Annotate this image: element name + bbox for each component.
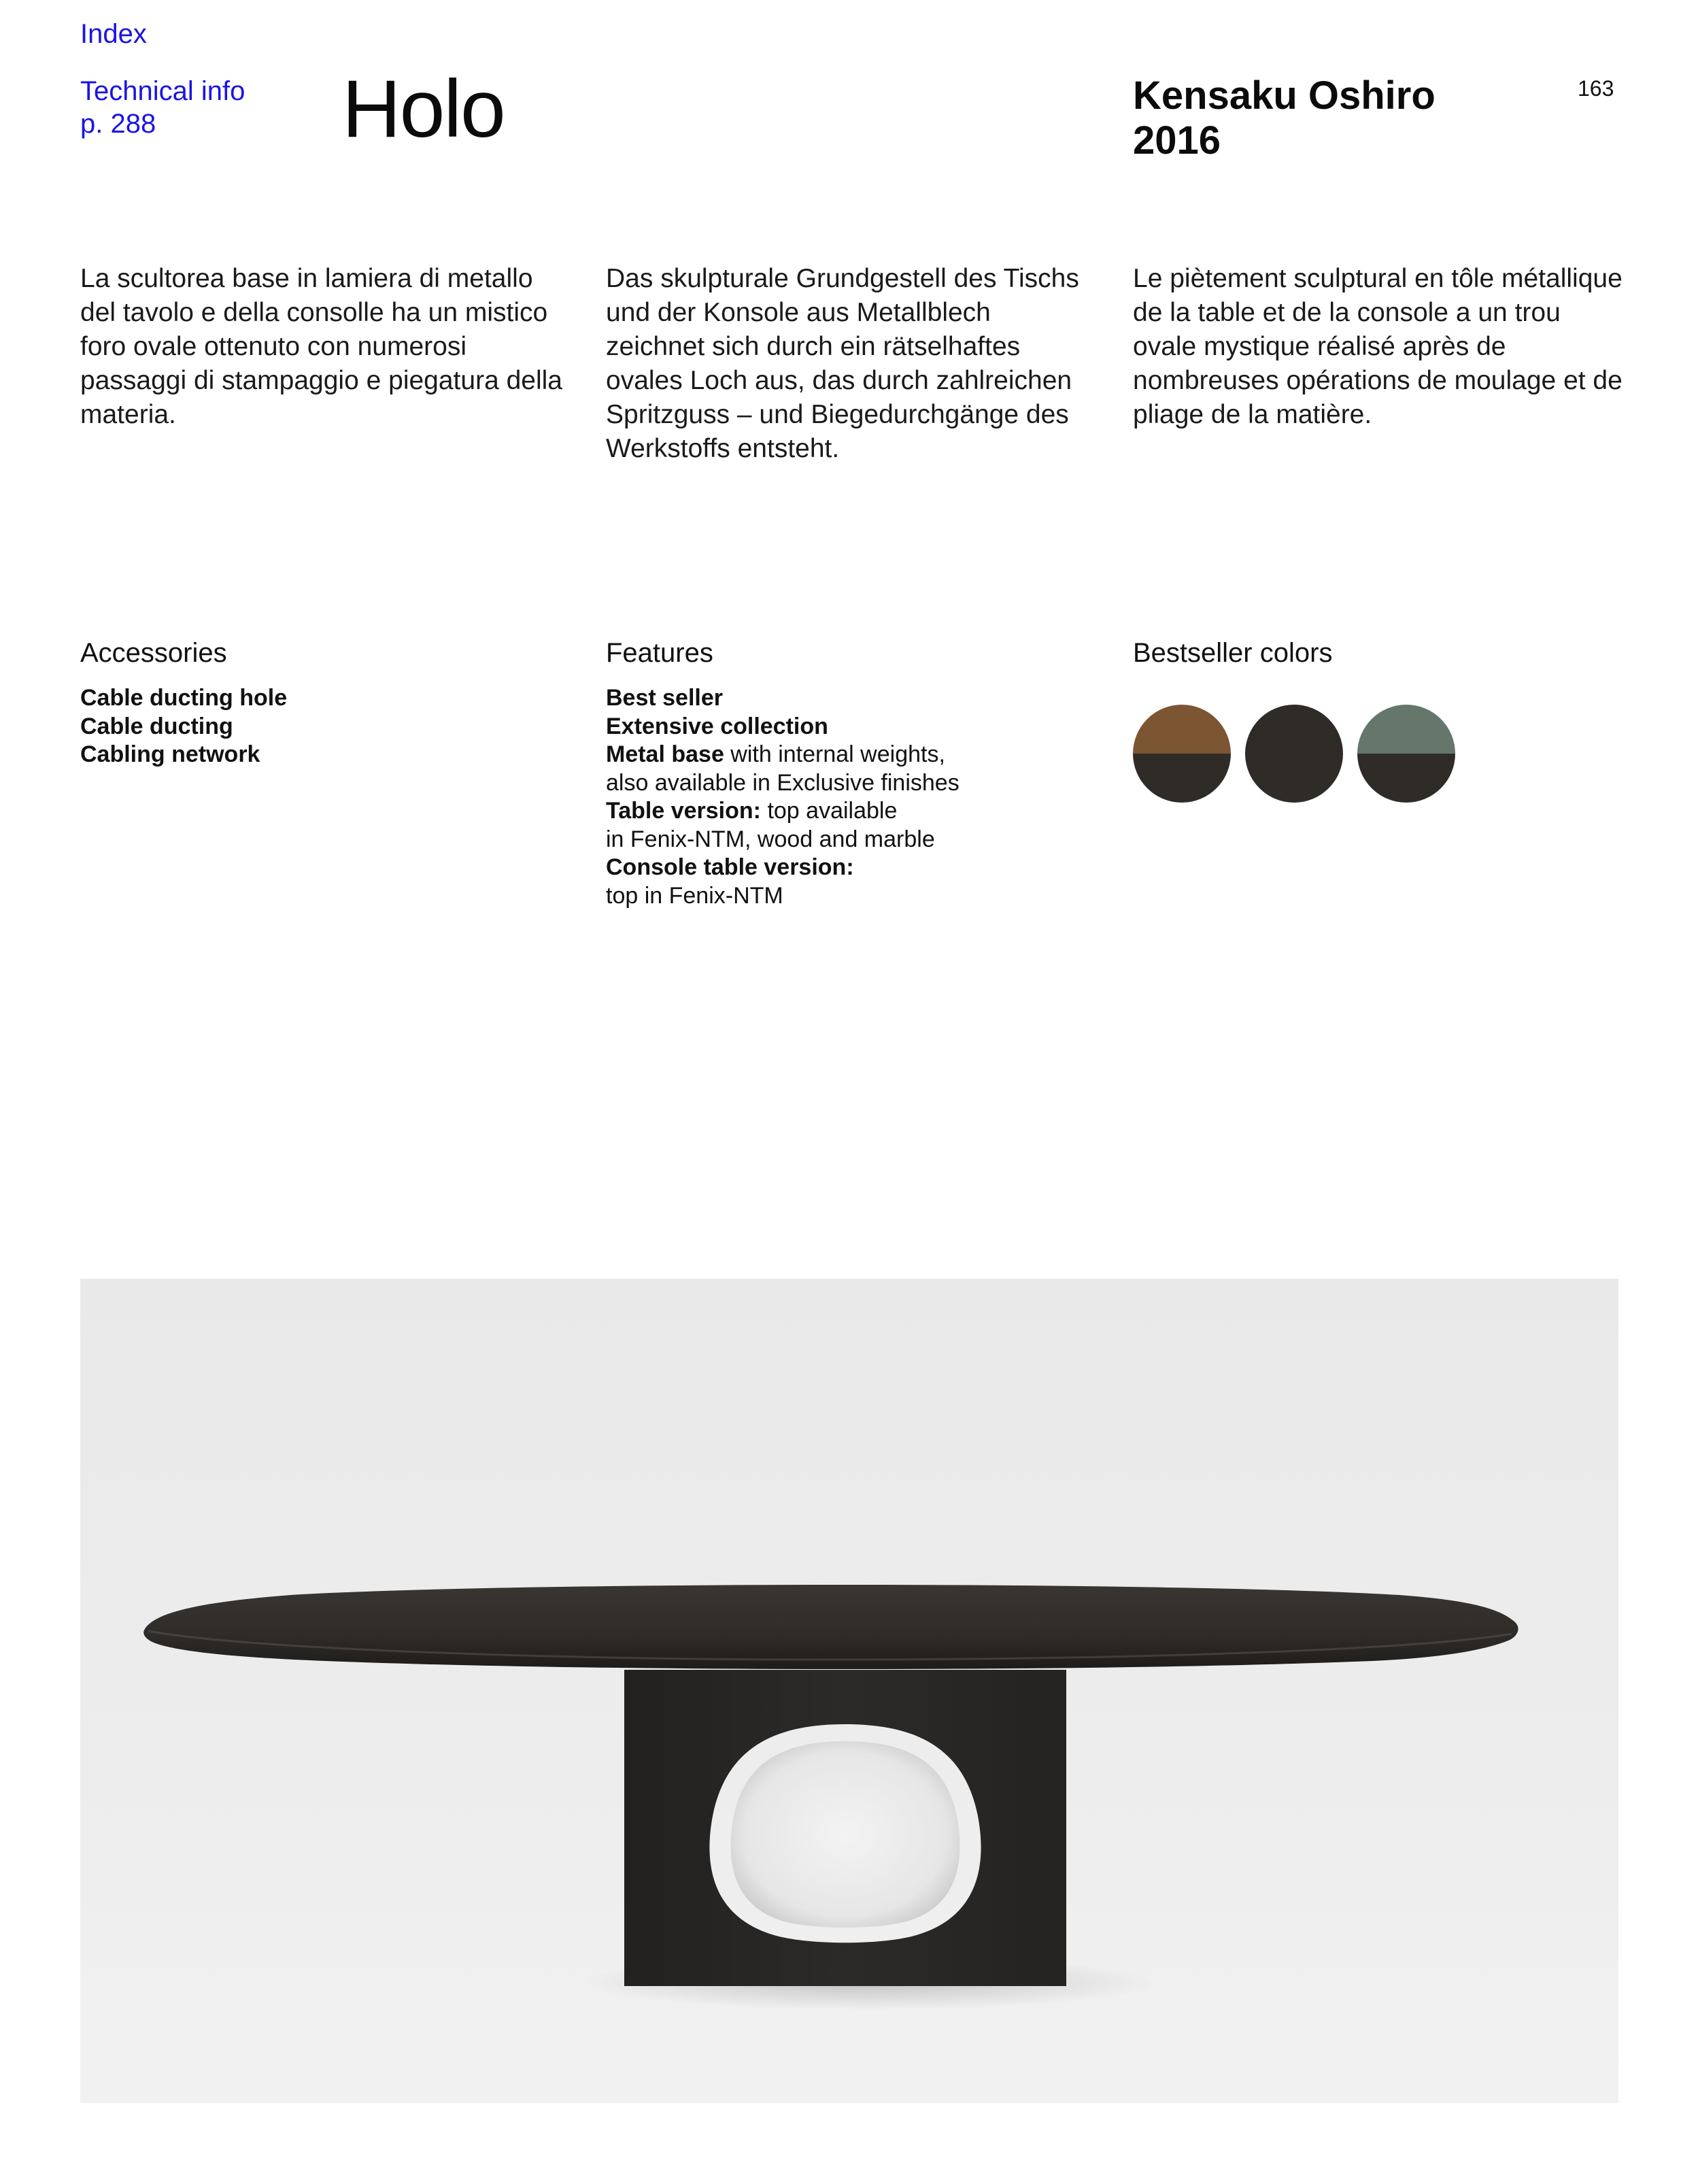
feature-item: also available in Exclusive finishes — [606, 769, 960, 796]
accessory-item: Cable ducting hole — [80, 685, 288, 711]
page-number: 163 — [1578, 76, 1614, 101]
description-italian: La scultorea base in lamiera di metallo del tavolo e della consolle ha un mistico foro ovale ottenuto con numerosi passaggi di stampaggio e piegatura della materia. — [80, 264, 562, 429]
technical-info-page: p. 288 — [80, 109, 156, 139]
swatch-top-half — [1245, 705, 1343, 754]
feature-best-seller: Best seller — [606, 685, 723, 711]
technical-info-label: Technical info — [80, 76, 245, 106]
designer-block — [1133, 73, 1436, 163]
base-hole — [730, 1741, 960, 1928]
color-swatch-brown[interactable] — [1133, 705, 1231, 803]
accessory-item: Cable ducting — [80, 713, 233, 739]
feature-item — [606, 854, 960, 882]
technical-info-link[interactable] — [80, 75, 245, 140]
table-illustration — [80, 1279, 1618, 2103]
feature-item — [606, 684, 960, 713]
swatch-bottom-half — [1245, 754, 1343, 803]
color-swatch-green[interactable] — [1357, 705, 1455, 803]
description-french: Le piètement sculptural en tôle métallique de la table et de la console a un trou ovale mystique réalisé après de nombreuses opérations de moulage et de pliage de la matière. — [1133, 264, 1623, 429]
swatch-bottom-half — [1357, 754, 1455, 803]
feature-item — [606, 713, 960, 741]
accessories-heading: Accessories — [80, 638, 227, 668]
product-title: Holo — [342, 63, 505, 154]
features-list — [606, 684, 960, 910]
feature-metal-base-label: Metal base — [606, 741, 724, 767]
features-heading: Features — [606, 638, 713, 668]
table-top — [143, 1585, 1518, 1669]
feature-console-version-label: Console table version: — [606, 854, 854, 880]
product-photo — [80, 1279, 1618, 2103]
swatch-top-half — [1133, 705, 1231, 754]
design-year: 2016 — [1133, 118, 1221, 163]
feature-item — [606, 797, 960, 826]
feature-item: in Fenix-NTM, wood and marble — [606, 826, 935, 852]
designer-name: Kensaku Oshiro — [1133, 73, 1436, 118]
feature-table-version-label: Table version: — [606, 798, 761, 824]
accessory-item: Cabling network — [80, 741, 260, 767]
accessories-list — [80, 684, 287, 769]
feature-table-version-text: top available — [761, 798, 898, 824]
feature-metal-base-text: with internal weights, — [724, 741, 945, 767]
swatch-bottom-half — [1133, 754, 1231, 803]
swatch-top-half — [1357, 705, 1455, 754]
color-swatch-dark[interactable] — [1245, 705, 1343, 803]
feature-item: top in Fenix-NTM — [606, 882, 783, 909]
bestseller-colors-heading: Bestseller colors — [1133, 638, 1333, 668]
index-link[interactable]: Index — [80, 19, 147, 49]
feature-extensive-collection: Extensive collection — [606, 713, 828, 739]
feature-item — [606, 741, 960, 769]
description-german: Das skulpturale Grundgestell des Tischs und der Konsole aus Metallblech zeichnet sich durch ein rätselhaftes ovales Loch aus, das durch zahlreichen Spritzguss – und Biegedurchgänge des Werkstoffs entsteht. — [606, 264, 1079, 463]
